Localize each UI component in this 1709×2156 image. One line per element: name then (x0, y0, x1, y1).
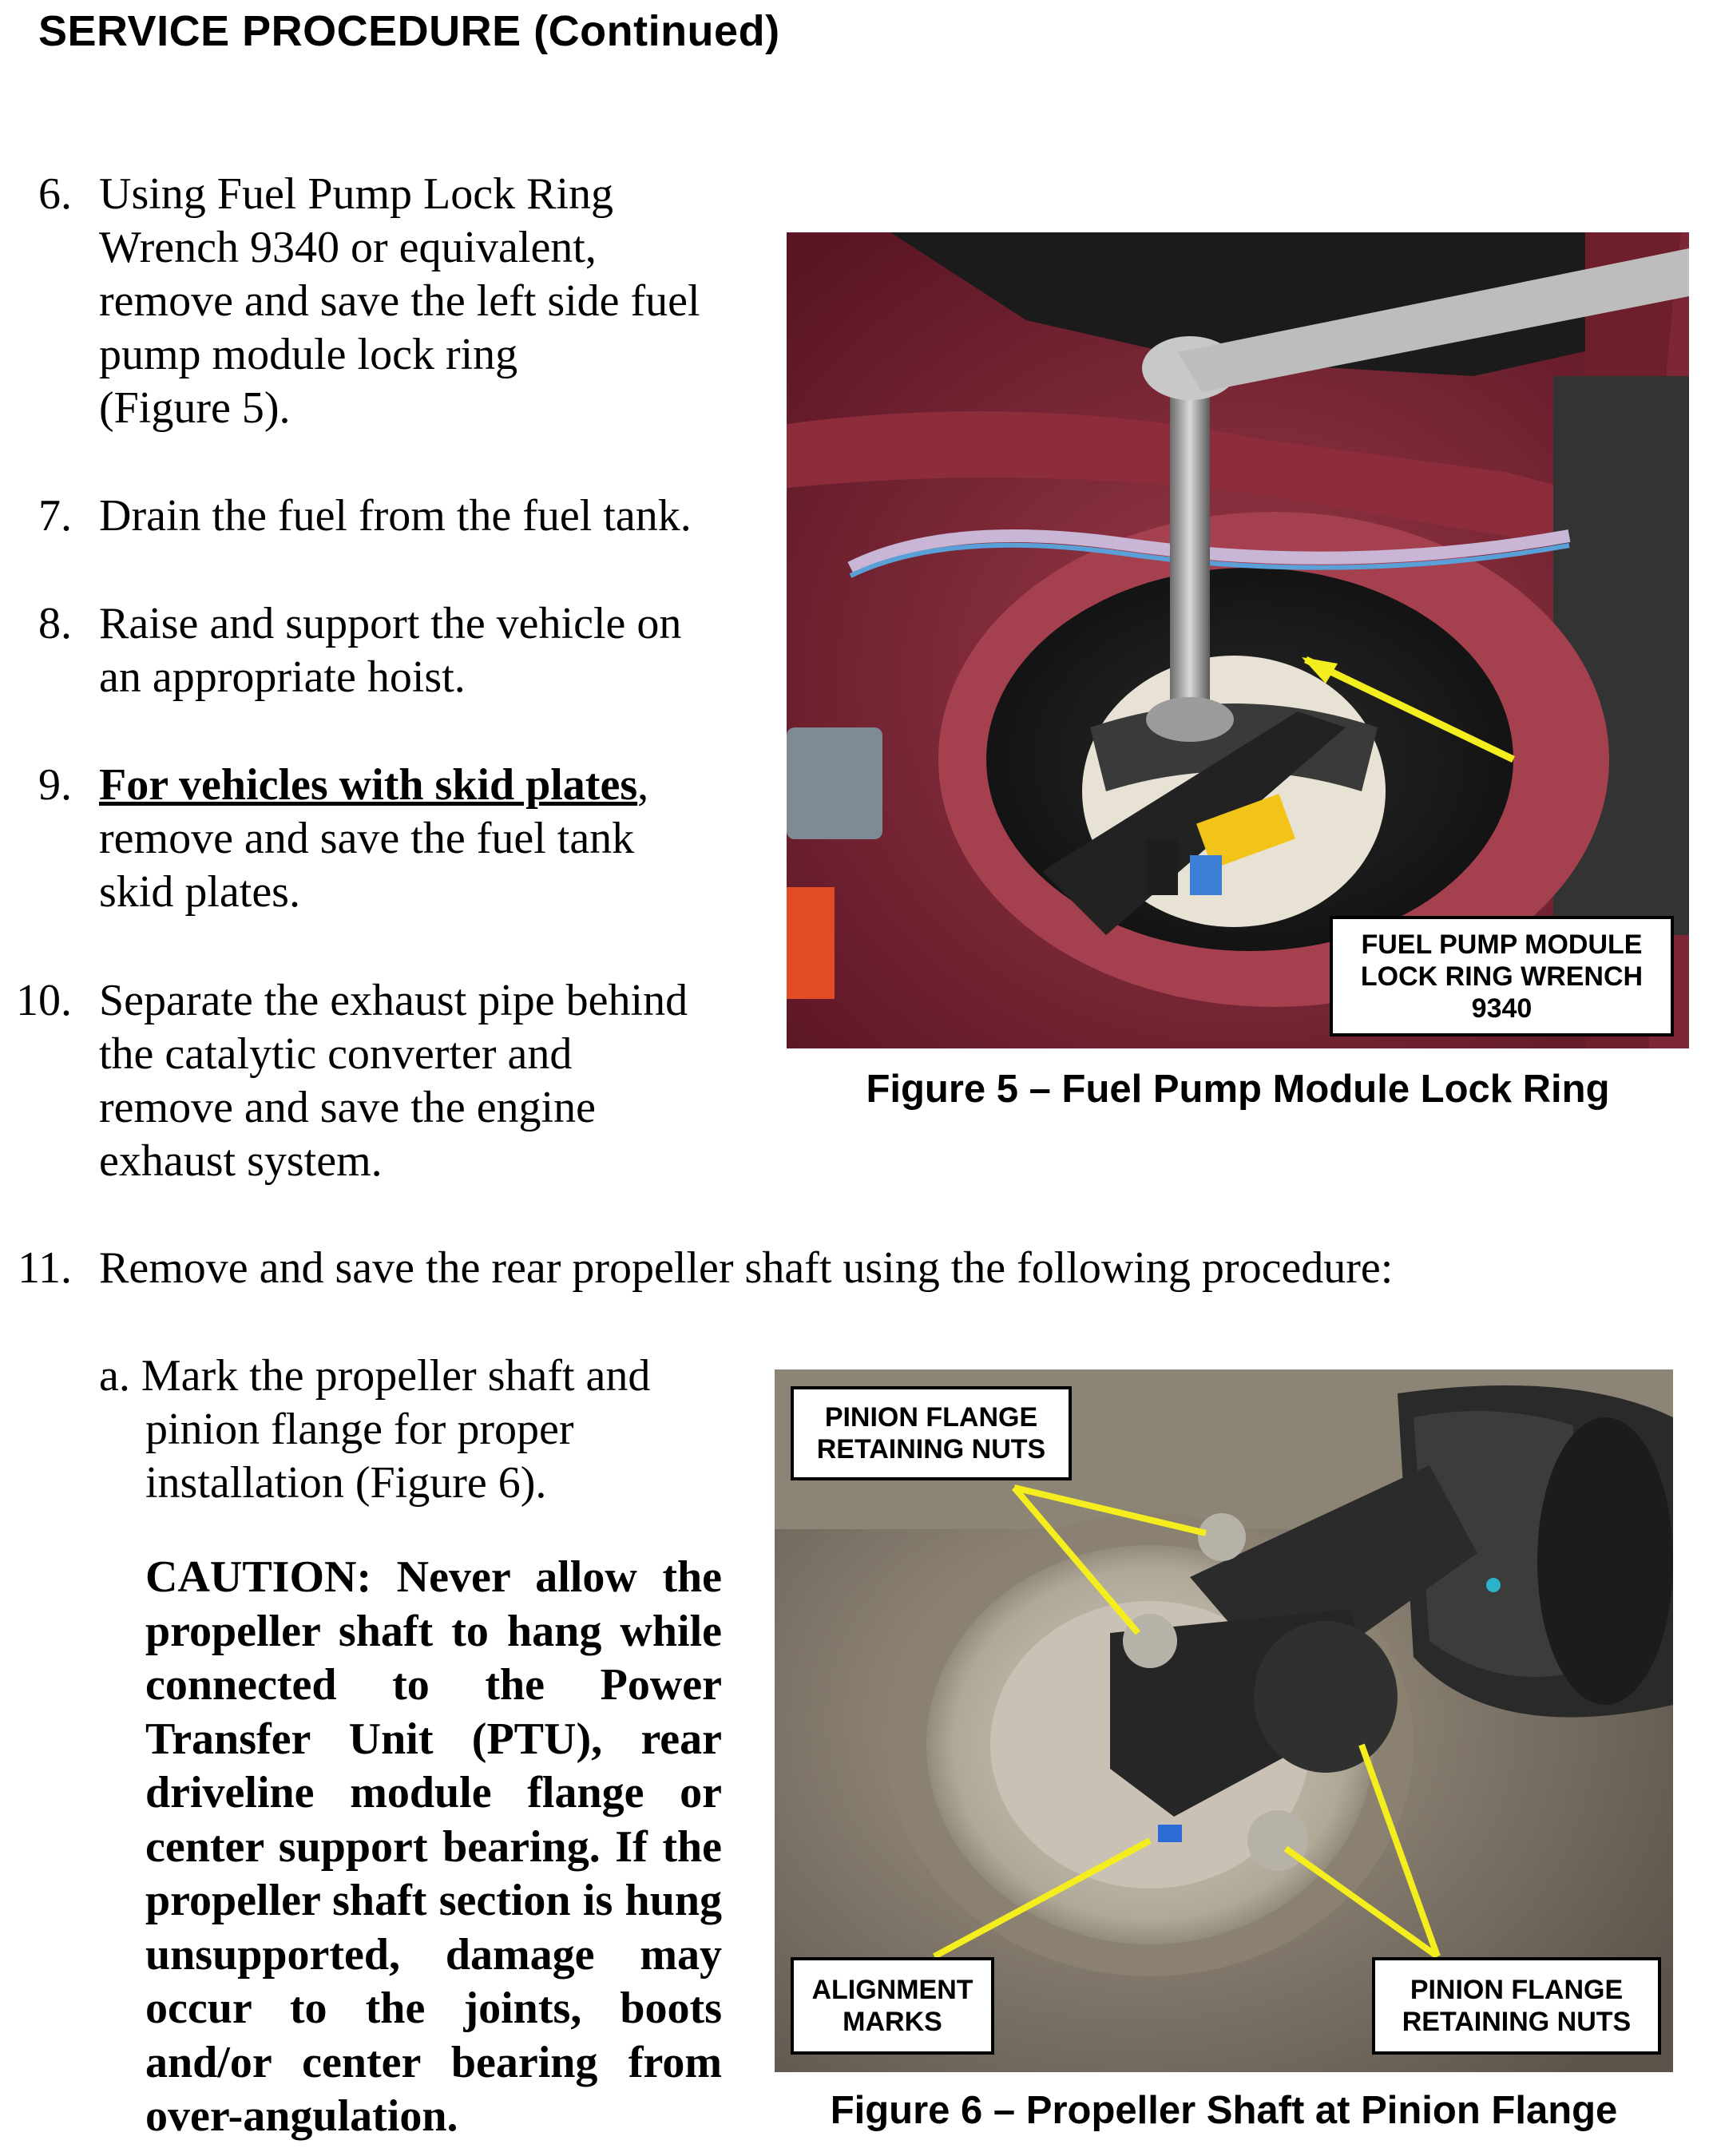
step-line: Drain the fuel from the fuel tank. (99, 491, 692, 541)
step-line-tail: , (637, 760, 649, 810)
step-line: pump module lock ring (99, 330, 518, 379)
step-line: Wrench 9340 or equivalent, (99, 223, 597, 272)
step-line: Remove and save the rear propeller shaft using the following procedure: (99, 1243, 1394, 1293)
callout-line: RETAINING NUTS (1402, 2007, 1632, 2037)
step-line: remove and save the engine (99, 1083, 596, 1132)
callout-line: MARKS (843, 2007, 942, 2037)
substep-line: a. Mark the propeller shaft and (99, 1351, 651, 1401)
step-line: skid plates. (99, 867, 300, 917)
step-line: (Figure 5). (99, 383, 291, 433)
skid-plate-emphasis: For vehicles with skid plates (99, 760, 638, 810)
step-number: 10. (16, 976, 72, 1025)
substep-line: pinion flange for proper (145, 1405, 574, 1454)
figure-5-callout (1330, 916, 1674, 1036)
substep-line: installation (Figure 6). (145, 1458, 547, 1508)
callout-line: LOCK RING WRENCH (1360, 961, 1644, 992)
step-text (99, 597, 754, 704)
step-number: 9. (38, 760, 72, 810)
step-line (99, 759, 754, 812)
step-line: Using Fuel Pump Lock Ring (99, 169, 614, 219)
step-line: Raise and support the vehicle on (99, 599, 682, 648)
step-text (99, 489, 754, 543)
figure-5-caption: Figure 5 – Fuel Pump Module Lock Ring (866, 1068, 1610, 1111)
figure-6-caption: Figure 6 – Propeller Shaft at Pinion Flange (830, 2089, 1618, 2132)
step-text (99, 974, 754, 1188)
callout-line: FUEL PUMP MODULE (1361, 929, 1643, 960)
step-text (99, 1242, 1656, 1295)
step-number: 6. (38, 169, 72, 219)
step-line: Separate the exhaust pipe behind (99, 976, 688, 1025)
step-number: 11. (18, 1243, 72, 1293)
callout-line: PINION FLANGE (1410, 1975, 1624, 2005)
step-line: remove and save the left side fuel (99, 276, 700, 326)
caution-note: CAUTION: Never allow the propeller shaft to hang while connected to the Power Transfer Unit (PTU), rear driveline module flange or center support bearing. If the propeller shaft section is hung unsupported, damage may occur to the joints, boots and/or center bearing from over-angulation. (145, 1552, 722, 2141)
callout-line: PINION FLANGE (824, 1402, 1038, 1433)
callout-line: RETAINING NUTS (816, 1434, 1046, 1464)
figure-6-callout-top (791, 1386, 1072, 1480)
callout-line: ALIGNMENT (811, 1975, 973, 2005)
step-line: remove and save the fuel tank (99, 814, 635, 863)
step-text (99, 168, 754, 435)
figure-6-callout-left (791, 1957, 994, 2055)
step-number: 7. (38, 491, 72, 541)
figure-6-callout-right (1372, 1957, 1661, 2055)
step-line: the catalytic converter and (99, 1029, 573, 1079)
step-line: exhaust system. (99, 1136, 383, 1186)
substep-a (99, 1349, 754, 1510)
step-line: an appropriate hoist. (99, 652, 466, 702)
page-heading: SERVICE PROCEDURE (Continued) (38, 7, 780, 55)
step-text (99, 759, 754, 919)
step-number: 8. (38, 599, 72, 648)
callout-line: 9340 (1471, 993, 1533, 1024)
